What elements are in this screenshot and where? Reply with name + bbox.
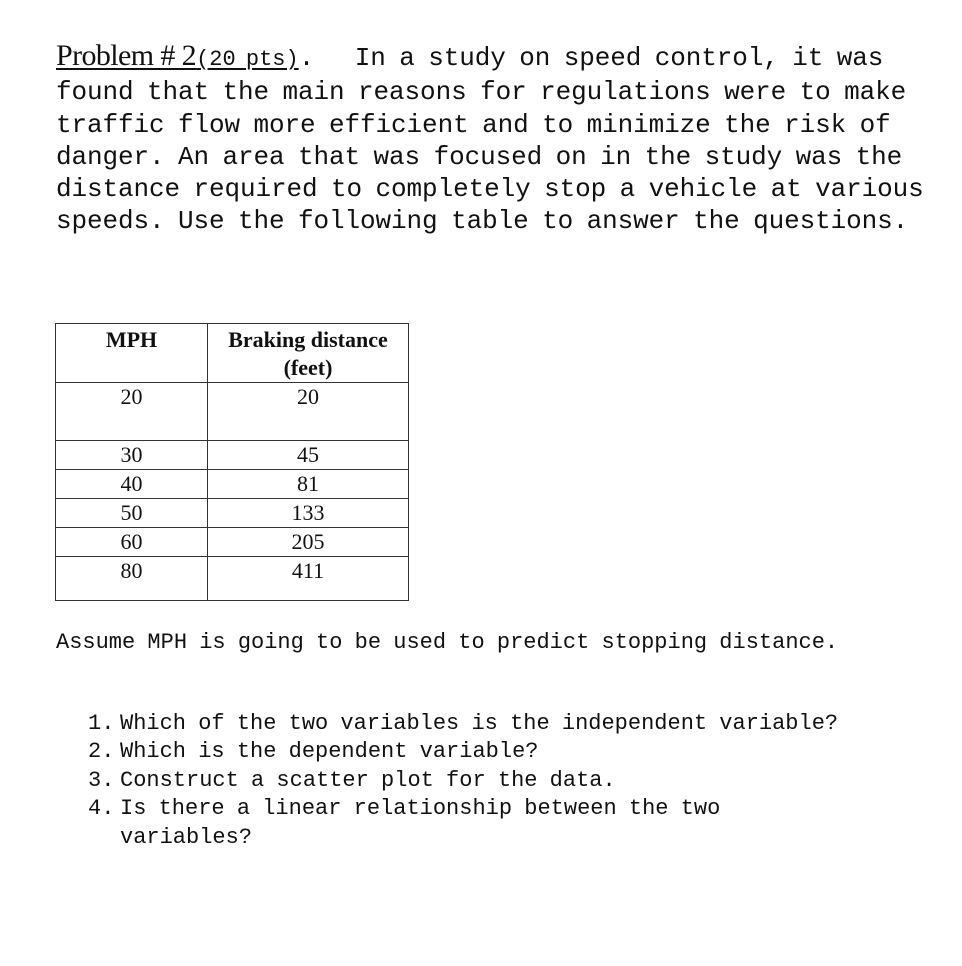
- question-item: [88, 795, 848, 852]
- table-row: [56, 470, 409, 499]
- problem-points: (20 pts): [196, 47, 299, 72]
- cell-mph: 50: [56, 499, 208, 528]
- question-number: 4.: [88, 796, 115, 822]
- problem-title: Problem # 2: [56, 39, 197, 72]
- question-list: [88, 710, 848, 852]
- question-text: Is there a linear relationship between the two variables?: [120, 796, 721, 850]
- problem-intro: [56, 40, 936, 238]
- braking-distance-table: [55, 323, 409, 601]
- question-text: Which of the two variables is the independent variable?: [120, 711, 839, 736]
- question-item: [88, 710, 848, 738]
- table-row: [56, 557, 409, 601]
- braking-table-container: [55, 323, 409, 601]
- problem-intro-text: In a study on speed control, it was found that the main reasons for regulations were to make traffic flow more efficient and to minimize the risk of danger. An area that was focused on in the study was the distance required to completely stop a vehicle at various speeds. Use the following table to answer the questions.: [56, 43, 924, 237]
- cell-distance: 411: [208, 557, 409, 601]
- cell-mph: 30: [56, 441, 208, 470]
- question-item: [88, 767, 848, 795]
- cell-distance: 81: [208, 470, 409, 499]
- question-number: 3.: [88, 767, 115, 793]
- cell-distance: 20: [208, 383, 409, 441]
- problem-punct: .: [298, 43, 315, 73]
- question-number: 1.: [88, 711, 115, 736]
- question-item: [88, 738, 848, 766]
- question-text: Construct a scatter plot for the data.: [120, 767, 616, 793]
- cell-mph: 40: [56, 470, 208, 499]
- table-header-row: [56, 324, 409, 383]
- table-row: [56, 383, 409, 441]
- cell-distance: 133: [208, 499, 409, 528]
- question-text: Which is the dependent variable?: [120, 739, 539, 765]
- cell-mph: 80: [56, 557, 208, 601]
- cell-mph: 20: [56, 383, 208, 441]
- assumption-text: Assume MPH is going to be used to predict stopping distance.: [56, 630, 839, 655]
- table-row: [56, 528, 409, 557]
- header-braking-distance: Braking distance (feet): [208, 324, 409, 383]
- table-row: [56, 441, 409, 470]
- question-number: 2.: [88, 739, 115, 765]
- table-row: [56, 499, 409, 528]
- header-mph: MPH: [56, 324, 208, 383]
- cell-distance: 205: [208, 528, 409, 557]
- cell-mph: 60: [56, 528, 208, 557]
- cell-distance: 45: [208, 441, 409, 470]
